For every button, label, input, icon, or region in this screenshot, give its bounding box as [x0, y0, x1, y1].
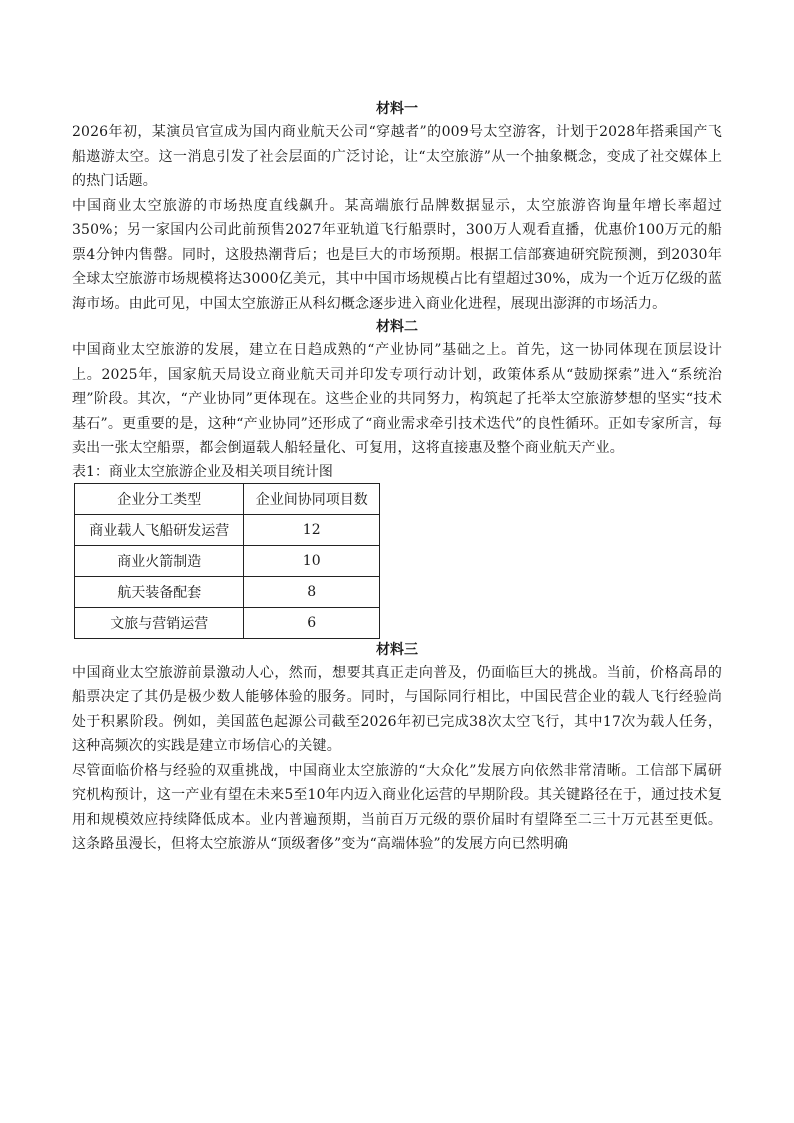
table-cell: 航天装备配套 — [75, 576, 244, 607]
table-header-cell: 企业间协同项目数 — [244, 483, 380, 514]
material-1-title: 材料一 — [376, 101, 418, 117]
document-page — [72, 98, 722, 857]
table-cell: 文旅与营销运营 — [75, 607, 244, 638]
table-header-cell: 企业分工类型 — [75, 483, 244, 514]
table-row — [75, 576, 380, 607]
enterprise-project-table — [74, 483, 380, 639]
material-2-title: 材料二 — [376, 319, 418, 335]
material-1-paragraph-2: 中国商业太空旅游的市场热度直线飙升。某高端旅行品牌数据显示，太空旅游咨询量年增长率超过350%；另一家国内公司此前预售2027年亚轨道飞行船票时，300万人观看直播，优惠价100万元的船票4分钟内售罄。同时，这股热潮背后；也是巨大的市场预期。根据工信部赛迪研究院预测，到2030年全球太空旅游市场规模将达3000亿美元，其中中国市场规模占比有望超过30%，成为一个近万亿级的蓝海市场。由此可见，中国太空旅游正从科幻概念逐步进入商业化进程，展现出澎湃的市场活力。 — [72, 197, 722, 312]
material-3-paragraph-2: 尽管面临价格与经验的双重挑战，中国商业太空旅游的“大众化”发展方向依然非常清晰。工信部下属研究机构预计，这一产业有望在未来5至10年内迈入商业化运营的早期阶段。其关键路径在于，通过技术复用和规模效应持续降低成本。业内普遍预期，当前百万元级的票价届时有望降至二三十万元甚至更低。这条路虽漫长，但将太空旅游从“顶级奢侈”变为“高端体验”的发展方向已然明确 — [72, 762, 722, 852]
table-cell: 12 — [244, 514, 380, 545]
table-cell: 商业载人飞船研发运营 — [75, 514, 244, 545]
table-cell: 商业火箭制造 — [75, 545, 244, 576]
table-cell: 8 — [244, 576, 380, 607]
material-3-paragraph-1: 中国商业太空旅游前景激动人心，然而，想要其真正走向普及，仍面临巨大的挑战。当前，价格高昂的船票决定了其仍是极少数人能够体验的服务。同时，与国际同行相比，中国民营企业的载人飞行经验尚处于积累阶段。例如，美国蓝色起源公司截至2026年初已完成38次太空飞行，其中17次为载人任务，这种高频次的实践是建立市场信心的关键。 — [72, 664, 722, 754]
table-header-row — [75, 483, 380, 514]
table-cell: 6 — [244, 607, 380, 638]
table-1-caption: 表1：商业太空旅游企业及相关项目统计图 — [72, 463, 333, 480]
material-3-title: 材料三 — [376, 641, 418, 658]
material-1-paragraph-1: 2026年初，某演员官宣成为国内商业航天公司“穿越者”的009号太空游客，计划于2028年搭乘国产飞船遨游太空。这一消息引发了社会层面的广泛讨论，让“太空旅游”从一个抽象概念，变成了社交媒体上的热门话题。 — [72, 124, 722, 189]
table-cell: 10 — [244, 545, 380, 576]
table-row — [75, 607, 380, 638]
table-row — [75, 545, 380, 576]
table-row — [75, 514, 380, 545]
material-2-paragraph-1: 中国商业太空旅游的发展，建立在日趋成熟的“产业协同”基础之上。首先，这一协同体现在顶层设计上。2025年，国家航天局设立商业航天司并印发专项行动计划，政策体系从“鼓励探索”进入“系统治理”阶段。其次，“产业协同”更体现在。这些企业的共同努力，构筑起了托举太空旅游梦想的坚实“技术基石”。更重要的是，这种“产业协同”还形成了“商业需求牵引技术迭代”的良性循环。正如专家所言，每卖出一张太空船票，都会倒逼载人船轻量化、可复用，这将直接惠及整个商业航天产业。 — [72, 342, 722, 456]
